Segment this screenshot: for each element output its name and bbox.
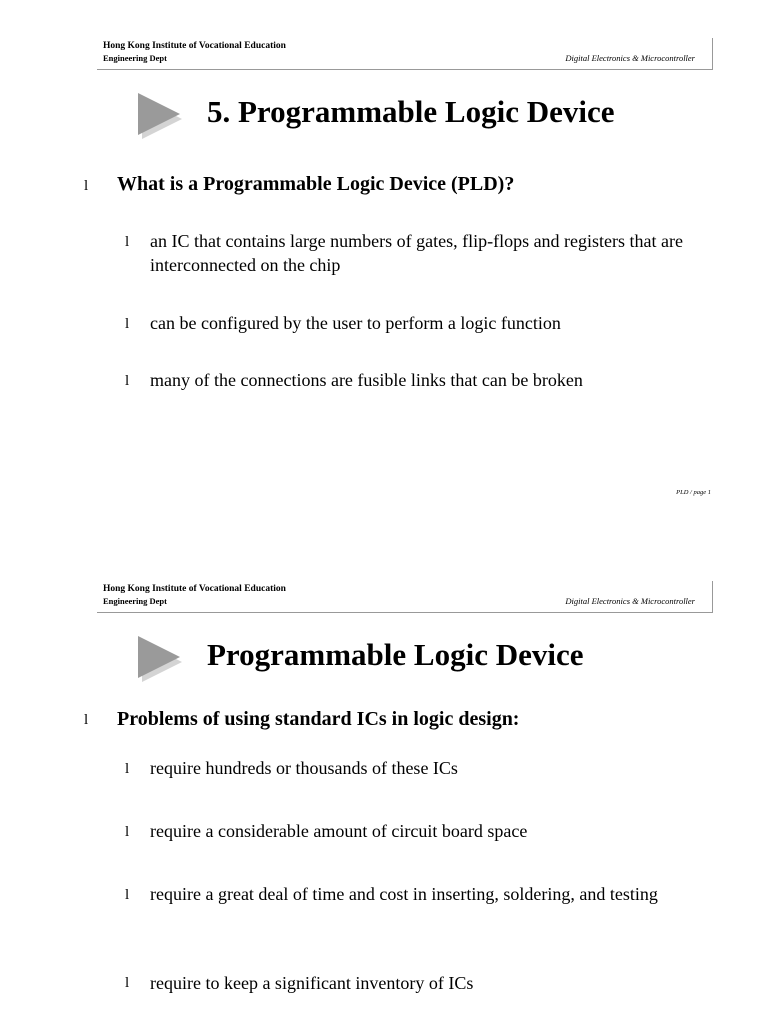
page-title: Programmable Logic Device [207,637,584,672]
bullet-marker: l [125,234,130,250]
play-arrow-icon [136,634,184,682]
institute-name: Hong Kong Institute of Vocational Education [103,584,286,594]
bullet-marker: l [125,316,130,332]
list-item: can be configured by the user to perform a logic function [150,313,561,333]
bullet-marker: l [84,178,89,194]
list-item: many of the connections are fusible links that can be broken [150,370,583,390]
list-item: require hundreds or thousands of these ICs [150,758,458,778]
page-number: PLD / page 1 [676,489,711,496]
section-question: What is a Programmable Logic Device (PLD)? [117,173,515,195]
institute-name: Hong Kong Institute of Vocational Education [103,41,286,51]
bullet-marker: l [125,824,130,840]
bullet-marker: l [125,975,130,991]
list-item: an IC that contains large numbers of gates, flip-flops and registers that are interconnected on the chip [150,231,684,275]
page-title: 5. Programmable Logic Device [207,94,615,129]
slide-header [97,581,713,613]
section-question: Problems of using standard ICs in logic design: [117,708,520,730]
list-item: require to keep a significant inventory of ICs [150,973,474,993]
bullet-marker: l [84,712,89,728]
slide-2 [0,543,768,1024]
list-item: require a great deal of time and cost in inserting, soldering, and testing [150,884,658,904]
bullet-marker: l [125,761,130,777]
list-item: require a considerable amount of circuit board space [150,821,528,841]
bullet-marker: l [125,373,130,389]
play-arrow-icon [136,91,184,139]
bullet-marker: l [125,887,130,903]
department-name: Engineering Dept [103,53,167,63]
slide-header [97,38,713,70]
department-name: Engineering Dept [103,596,167,606]
course-name: Digital Electronics & Microcontroller [565,596,695,606]
course-name: Digital Electronics & Microcontroller [565,53,695,63]
